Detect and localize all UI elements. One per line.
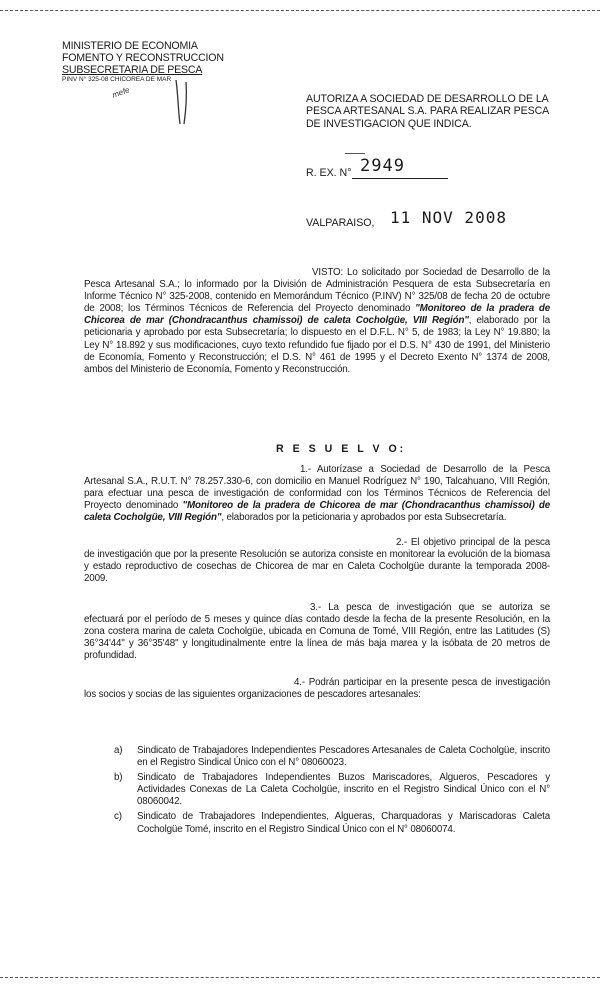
- resolution-underline: [352, 178, 448, 179]
- scan-border-top: [0, 10, 600, 11]
- point-1-text: 1.- Autorízase a Sociedad de Desarrollo de la Pesca Artesanal S.A., R.U.T. N° 78.257.330-6, con domicilio en Manuel Rodríguez N° 190, Talcahuano, VIII Región, para efectuar una pesca de investigación de conformidad con los Términos Técnicos de Referencia del Proyecto denominado: [84, 464, 550, 512]
- handwritten-mark-icon: [172, 78, 194, 126]
- subsecretaria-line: SUBSECRETARIA DE PESCA: [62, 64, 203, 76]
- reference-line: PINV N° 325-08 CHICOREA DE MAR: [62, 76, 172, 83]
- point-4: [84, 677, 550, 701]
- point-2-text: 2.- El objetivo principal de la pesca de investigación que por la presente Resolución se autoriza consiste en monitorear la evolución de la biomasa y estado reproductivo de cosechas de Chicorea de mar en Caleta Cocholgüe durante la temporada 2008-2009.: [84, 537, 550, 585]
- ministry-line-2: FOMENTO Y RECONSTRUCCION: [62, 52, 224, 64]
- list-item-text: Sindicato de Trabajadores Independientes, Algueras, Charquadoras y Mariscadoras Caleta Cocholgüe Tomé, inscrito en el Registro Sindical Único con el N° 08060074.: [137, 811, 550, 835]
- list-item: [84, 772, 550, 808]
- list-item-label: b): [114, 772, 123, 784]
- resuelvo-heading: R E S U E L V O:: [276, 443, 407, 455]
- list-item-text: Sindicato de Trabajadores Independientes Buzos Mariscadores, Algueros, Pescadores y Actividades Conexas de La Caleta Cocholgüe, inscrito en el Registro Sindical Único con el N° 08060042.: [137, 772, 550, 808]
- visto-project: "Monitoreo de la pradera de Chicorea de mar (Chondracanthus chamissoi) de caleta Cocholgüe, VIII Región": [84, 303, 550, 327]
- visto-text-2: , elaborado por la peticionaria y aprobado por esta Subsecretaría; lo dispuesto en el D.F.L. N° 5, de 1983; la Ley N° 19.880; la Ley N° 18.892 y sus modificaciones, cuyo texto refundido fue fijado por el D.S. N° 430 de 1991, del Ministerio de Economía, Fomento y Reconstrucción; el D.S. N° 461 de 1995 y el Decreto Exento N° 1374 de 2008, ambos del Ministerio de Economía, Fomento y Reconstrucción.: [84, 315, 550, 375]
- date-stamp: 11 NOV 2008: [390, 208, 507, 227]
- point-2: [84, 537, 550, 585]
- visto-paragraph: [84, 267, 550, 376]
- resolution-label: R. EX. N°: [306, 167, 352, 179]
- list-item: [84, 811, 550, 835]
- point-1-project: "Monitoreo de la pradera de Chicorea de mar (Chondracanthus chamissoi) de caleta Cocholgüe, VIII Región": [84, 500, 550, 524]
- list-item: [84, 745, 550, 769]
- ministry-line-1: MINISTERIO DE ECONOMIA: [62, 40, 198, 52]
- visto-text-1: Lo solicitado por Sociedad de Desarrollo de la Pesca Artesanal S.A.; lo informado por la División de Administración Pesquera de esta Subsecretaría en Informe Técnico N° 325-2008, contenido en Memorándum Técnico (P.INV) N° 325/08 de fecha 20 de octubre de 2008; los Términos Técnicos de Referencia del Proyecto denominado: [84, 267, 550, 315]
- ministry-header: [62, 40, 237, 84]
- scan-border-bottom: [0, 977, 600, 978]
- list-item-text: Sindicato de Trabajadores Independientes Pescadores Artesanales de Caleta Cocholgüe, inscrito en el Registro Sindical Único con el N° 08060023.: [137, 745, 550, 769]
- resolution-subject: AUTORIZA A SOCIEDAD DE DESARROLLO DE LA PESCA ARTESANAL S.A. PARA REALIZAR PESCA DE INVESTIGACION QUE INDICA.: [306, 93, 549, 130]
- resolution-number: 2949: [360, 156, 405, 176]
- point-3-text: 3.- La pesca de investigación que se autoriza se efectuará por el período de 5 meses y quince días contado desde la fecha de la presente Resolución, en la zona costera marina de caleta Cocholgüe, ubicada en Comuna de Tomé, VIII Región, entre las Latitudes (S) 36°34'44'' y 36°35'48'' y longitudinalmente entre la línea de más baja marea y la isóbata de 20 metros de profundidad.: [84, 602, 550, 662]
- organizations-list: [84, 745, 550, 839]
- point-4-text: 4.- Podrán participar en la presente pesca de investigación los socios y socias de las siguientes organizaciones de pescadores artesanales:: [84, 677, 550, 701]
- list-item-label: c): [114, 811, 122, 823]
- point-3: [84, 602, 550, 662]
- place: VALPARAISO,: [306, 217, 375, 229]
- visto-lead: VISTO:: [312, 267, 344, 278]
- list-item-label: a): [114, 745, 123, 756]
- rex-mark: [345, 153, 365, 154]
- point-1: [84, 464, 550, 524]
- point-1-tail: , elaborados por la peticionaria y aprobados por esta Subsecretaría.: [221, 512, 507, 524]
- handwritten-annotation: mefe: [110, 85, 131, 100]
